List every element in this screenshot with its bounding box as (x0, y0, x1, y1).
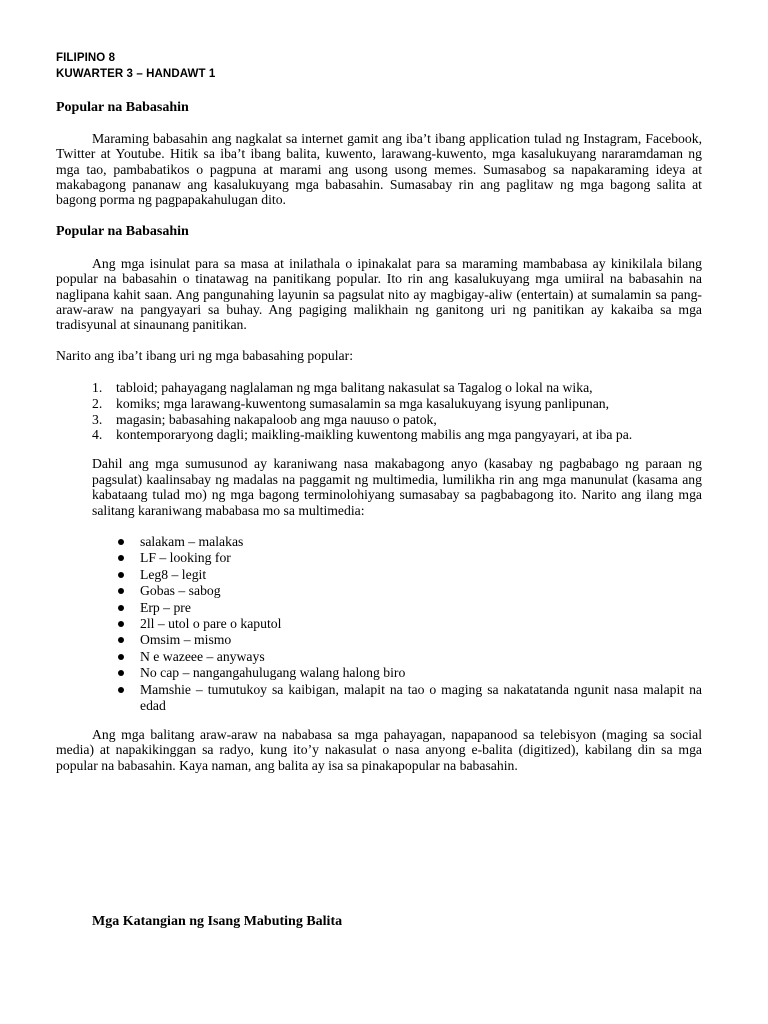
list-item (116, 567, 702, 583)
list-text: Omsim – mismo (140, 632, 232, 648)
list-item (116, 616, 702, 632)
list-text: LF – looking for (140, 550, 231, 566)
list-text: salakam – malakas (140, 534, 244, 549)
list-text: Erp – pre (140, 599, 191, 615)
list-item (116, 682, 702, 715)
list-item (92, 380, 702, 396)
popular-types-list (92, 380, 702, 443)
slang-words-list (116, 534, 702, 714)
list-number: 3. (92, 411, 103, 427)
bullet-icon (118, 588, 124, 594)
bullet-icon (118, 687, 124, 693)
bullet-icon (118, 605, 124, 611)
bullet-icon (118, 654, 124, 660)
list-item (116, 600, 702, 616)
subject-label: FILIPINO 8 (56, 52, 116, 64)
list-text: magasin; babasahing nakapaloob ang mga nauuso o patok, (116, 411, 437, 427)
bullet-icon (118, 621, 124, 627)
list-number: 1. (92, 380, 103, 395)
list-text: N e wazeee – anyways (140, 648, 265, 664)
list-text: No cap – nangangahulugang walang halong biro (140, 665, 406, 681)
list-item (116, 583, 702, 599)
list-text: Leg8 – legit (140, 566, 207, 582)
list-item (92, 412, 702, 428)
section1-paragraph: Maraming babasahin ang nagkalat sa internet gamit ang iba’t ibang application tulad ng Instagram, Facebook, Twitter at Youtube. Hitik sa iba’t ibang balita, kuwento, larawang-kuwento, mga kasalukuyang nararamdaman ng mga tao, pambabatikos o pagpuna at marami ang usong usong memes. Sumasabog sa napakaraming ideya at makabagong pananaw ang kasalukuyang mga babasahin. Sumasabay rin ang paglitaw ng mga bagong salita at bagong porma ng pagpapakahulugan dito. (56, 131, 702, 208)
bullet-icon (118, 670, 124, 676)
list-number: 4. (92, 427, 103, 443)
list-item (116, 649, 702, 665)
section1-heading: Popular na Babasahin (56, 100, 189, 115)
list-item (116, 550, 702, 566)
list-text: tabloid; pahayagang naglalaman ng mga balitang nakasulat sa Tagalog o lokal na wika, (116, 380, 593, 395)
list-item (116, 665, 702, 681)
bullet-icon (118, 539, 124, 545)
list-item (92, 427, 702, 443)
section2-heading: Popular na Babasahin (56, 224, 189, 239)
news-paragraph: Ang mga balitang araw-araw na nababasa sa mga pahayagan, napapanood sa telebisyon (maging sa social media) at napakikinggan sa radyo, kung ito’y nakasulat o nasa anyong e-balita (digitized), kabilang din sa mga popular na babasahin. Kaya naman, ang balita ay isa sa pinakapopular na babasahin. (56, 727, 702, 773)
list-item (92, 396, 702, 412)
list-text: 2ll – utol o pare o kaputol (140, 616, 282, 632)
bullet-icon (118, 637, 124, 643)
list-text: komiks; mga larawang-kuwentong sumasalamin sa mga kasalukuyang isyung panlipunan, (116, 395, 610, 411)
multimedia-paragraph: Dahil ang mga sumusunod ay karaniwang nasa makabagong anyo (kasabay ng pagbabago ng paraan ng pagsulat) kaalinsabay ng madalas na paggamit ng multimedia, lumilikha rin ang mga manunulat (kasama ang kabataang tulad mo) ng mga bagong terminolohiyang sumasabay sa pagbabagong ito. Narito ang ilang mga salitang karaniwang mababasa mo sa multimedia: (92, 456, 702, 518)
section3-heading: Mga Katangian ng Isang Mabuting Balita (92, 914, 343, 929)
list-text: Gobas – sabog (140, 583, 221, 599)
bullet-icon (118, 572, 124, 578)
quarter-label: KUWARTER 3 – HANDAWT 1 (56, 68, 216, 80)
list-text: kontemporaryong dagli; maikling-maikling kuwentong mabilis ang mga pangyayari, at iba pa. (116, 427, 633, 443)
types-intro: Narito ang iba’t ibang uri ng mga babasahing popular: (56, 348, 353, 363)
section2-paragraph: Ang mga isinulat para sa masa at inilathala o ipinakalat para sa maraming mambabasa ay kinikilala bilang popular na babasahin o tinatawag na panitikang popular. Ito rin ang kasalukuyang mga umiiral na babasahin na naglipana kahit saan. Ang pangunahing layunin sa pagsulat nito ay magbigay-aliw (entertain) at sumalamin sa pang-araw-araw na pangyayari sa buhay. Ang pagiging malikhain ng ganitong uri ng panitikan ay kakaiba sa mga tradisyunal at sinaunang panitikan. (56, 256, 702, 333)
list-item (116, 632, 702, 648)
bullet-icon (118, 555, 124, 561)
list-number: 2. (92, 395, 103, 411)
list-text: Mamshie – tumutukoy sa kaibigan, malapit na tao o maging sa nakatatanda ngunit nasa malapit na edad (140, 681, 702, 714)
list-item (116, 534, 702, 550)
